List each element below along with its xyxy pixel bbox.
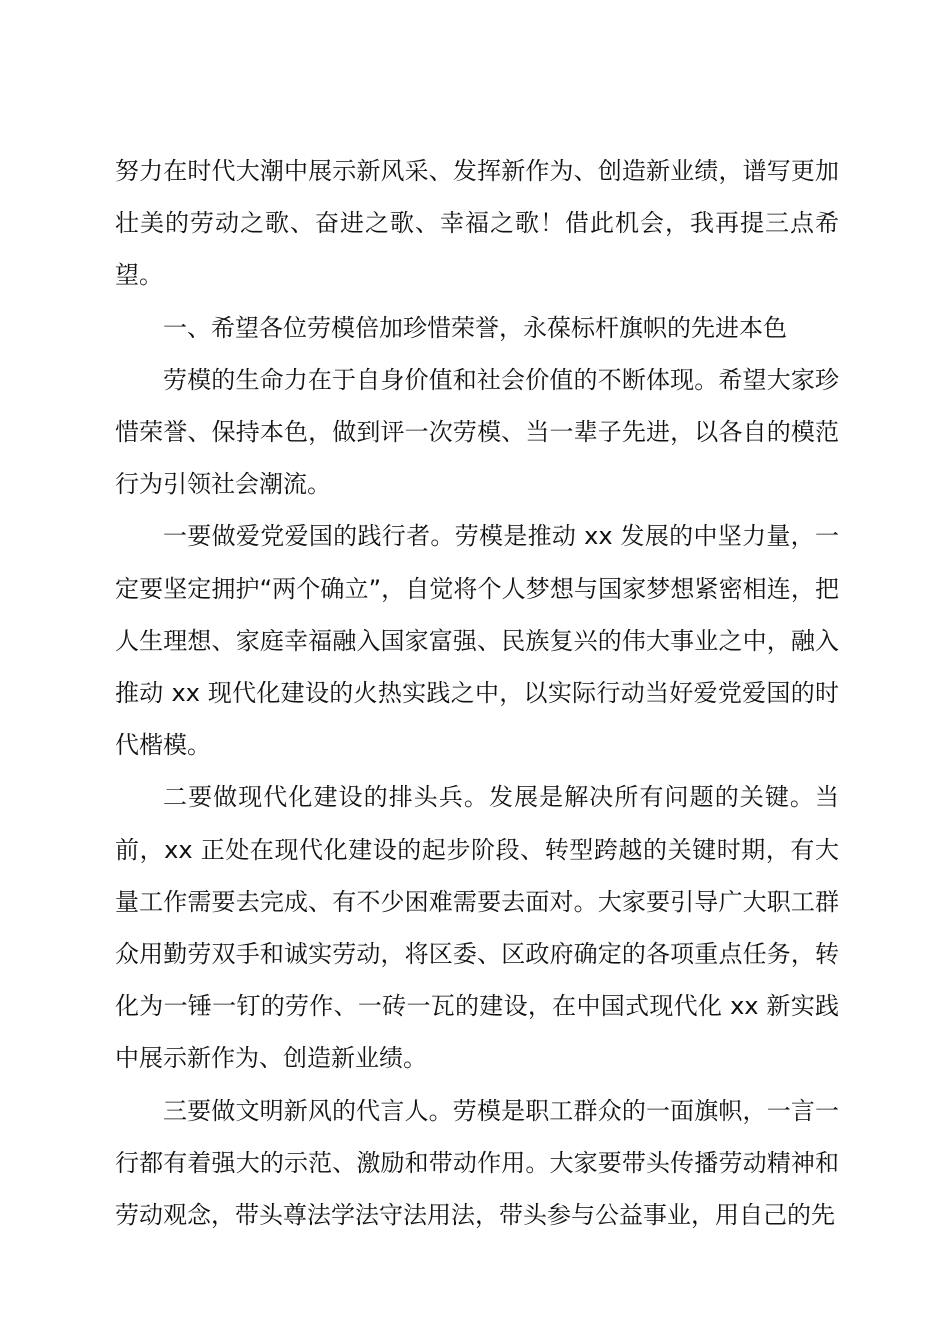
- paragraph-point-two: 二要做现代化建设的排头兵。发展是解决所有问题的关键。当前，xx 正处在现代化建设的起步阶段、转型跨越的关键时期，有大量工作需要去完成、有不少困难需要去面对。大家要引导广大职工群众用勤劳双手和诚实劳动，将区委、区政府确定的各项重点任务，转化为一锤一钉的劳作、一砖一瓦的建设，在中国式现代化 xx 新实践中展示新作为、创造新业绩。: [115, 783, 839, 1073]
- paragraph-intro: 劳模的生命力在于自身价值和社会价值的不断体现。希望大家珍惜荣誉、保持本色，做到评一次劳模、当一辈子先进，以各自的模范行为引领社会潮流。: [115, 365, 839, 499]
- paragraph-continuation: 努力在时代大潮中展示新风采、发挥新作为、创造新业绩，谱写更加壮美的劳动之歌、奋进之歌、幸福之歌！借此机会，我再提三点希望。: [115, 157, 839, 290]
- paragraph-point-one: 一要做爱党爱国的践行者。劳模是推动 xx 发展的中坚力量，一定要坚定拥护“两个确立”，自觉将个人梦想与国家梦想紧密相连，把人生理想、家庭幸福融入国家富强、民族复兴的伟大事业之中，融入推动 xx 现代化建设的火热实践之中，以实际行动当好爱党爱国的时代楷模。: [115, 522, 839, 760]
- document-body: [115, 145, 839, 1241]
- section-heading: 一、希望各位劳模倍加珍惜荣誉，永葆标杆旗帜的先进本色: [163, 313, 787, 342]
- paragraph-point-three: 三要做文明新风的代言人。劳模是职工群众的一面旗帜，一言一行都有着强大的示范、激励和带动作用。大家要带头传播劳动精神和劳动观念，带头尊法学法守法用法，带头参与公益事业，用自己的先: [115, 1096, 839, 1230]
